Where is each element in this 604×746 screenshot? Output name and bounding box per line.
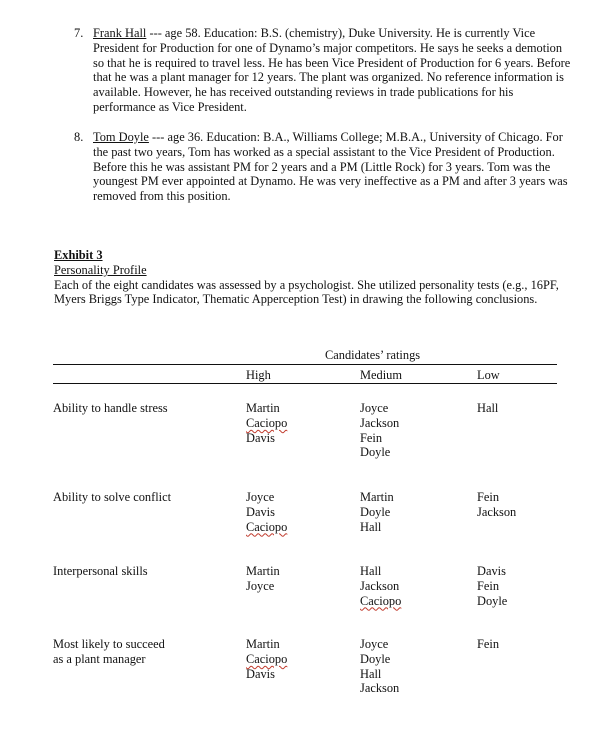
candidate-name: Davis <box>246 430 275 445</box>
row-label: Interpersonal skills <box>53 564 148 578</box>
candidate-name: Fein <box>477 490 500 504</box>
medium-cell <box>360 564 401 608</box>
candidate-text: --- age 58. Education: B.S. (chemistry), Duke University. He is currently Vice President for Production for one of Dynamo’s major competitors. He says he seeks a demotion so that he is required to travel less. He has been Vice President of Production for 6 years. Before that he was a plant manager for 12 years. The plant was organized. No reference information is available. However, he has received outstanding reviews in trade publications for his performance as Vice President. <box>93 26 571 114</box>
exhibit-section <box>54 248 574 307</box>
candidate-name: Hall <box>477 401 499 415</box>
list-number: 7. <box>74 26 84 40</box>
candidate-name: Jackson <box>360 578 400 593</box>
candidate-name: Caciopo <box>246 415 288 430</box>
list-number: 8. <box>74 130 84 144</box>
table-rule-top <box>53 364 557 365</box>
low-cell <box>477 564 507 608</box>
candidate-name: Fein <box>477 578 500 593</box>
table-rule-header <box>53 383 557 384</box>
high-cell <box>246 637 287 681</box>
candidate-text: --- age 36. Education: B.A., Williams College; M.B.A., University of Chicago. For the past two years, Tom has worked as a special assistant to the Vice President of Production. Before this he was assistant PM for 2 years and a PM (Little Rock) for 3 years. Tom was the youngest PM ever appointed at Dynamo. He was very ineffective as a PM and after 3 years was removed from this position. <box>93 130 568 204</box>
candidate-name: Martin <box>246 564 280 578</box>
low-cell <box>477 637 499 652</box>
candidate-name: Martin <box>246 637 280 651</box>
row-label: Ability to solve conflict <box>53 490 172 504</box>
candidate-name: Davis <box>477 564 506 578</box>
candidate-name: Fein <box>477 637 500 651</box>
table-caption: Candidates’ ratings <box>325 348 421 362</box>
candidate-name: Frank Hall <box>93 26 147 40</box>
row-label: Most likely to succeed as a plant manager <box>53 637 165 666</box>
candidate-name: Jackson <box>477 504 517 519</box>
medium-cell <box>360 401 399 460</box>
candidate-name: Doyle <box>360 445 391 460</box>
candidate-name: Fein <box>360 430 383 445</box>
high-cell <box>246 564 280 594</box>
row-label: Ability to handle stress <box>53 401 168 415</box>
candidate-name: Davis <box>246 666 275 681</box>
medium-cell <box>360 490 394 534</box>
low-cell <box>477 490 516 520</box>
candidate-item-8 <box>74 130 574 204</box>
candidate-name: Joyce <box>360 401 389 415</box>
column-header-medium: Medium <box>360 368 402 382</box>
exhibit-subtitle: Personality Profile <box>54 262 147 277</box>
candidate-name: Jackson <box>360 681 400 696</box>
candidate-name: Doyle <box>477 593 508 608</box>
candidate-name: Doyle <box>360 651 391 666</box>
candidate-name: Joyce <box>246 490 275 504</box>
candidate-name: Caciopo <box>246 651 288 666</box>
candidate-name: Hall <box>360 519 382 534</box>
exhibit-title: Exhibit 3 <box>54 248 103 262</box>
candidate-name: Tom Doyle <box>93 130 149 144</box>
column-header-high: High <box>246 368 271 382</box>
candidate-name: Martin <box>360 490 394 504</box>
candidate-item-7 <box>74 26 574 115</box>
candidate-name: Caciopo <box>246 519 288 534</box>
candidate-name: Joyce <box>360 637 389 651</box>
exhibit-description: Each of the eight candidates was assessed by a psychologist. She utilized personality tests (e.g., 16PF, Myers Briggs Type Indicator, Thematic Apperception Test) in drawing the following conclusions. <box>54 277 559 307</box>
candidate-name: Joyce <box>246 578 275 593</box>
high-cell <box>246 490 287 534</box>
candidate-name: Jackson <box>360 415 400 430</box>
candidate-description <box>93 26 574 115</box>
candidate-name: Hall <box>360 666 382 681</box>
high-cell <box>246 401 287 445</box>
candidate-name: Davis <box>246 504 275 519</box>
candidate-name: Doyle <box>360 504 391 519</box>
candidate-name: Hall <box>360 564 382 578</box>
column-header-low: Low <box>477 368 500 382</box>
candidate-name: Caciopo <box>360 593 402 608</box>
candidate-name: Martin <box>246 401 280 415</box>
low-cell <box>477 401 498 416</box>
candidate-description <box>93 130 574 204</box>
medium-cell <box>360 637 399 696</box>
